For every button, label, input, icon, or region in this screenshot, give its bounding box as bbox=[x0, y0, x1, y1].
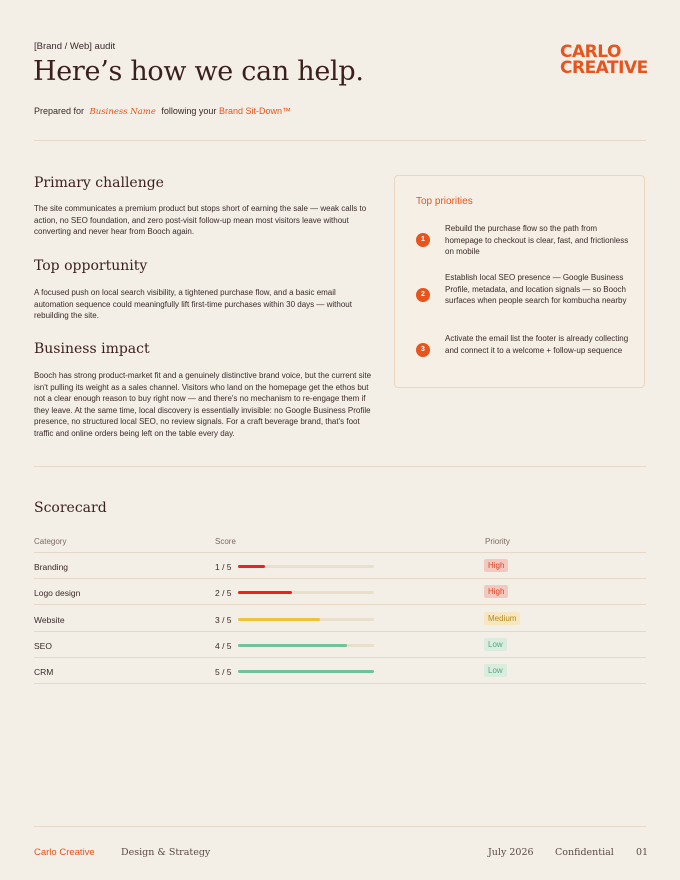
row-category: Branding bbox=[34, 562, 69, 572]
priority-text: Establish local SEO presence — Google Business Profile, metadata, and location signals — so Booch surfaces when people search for kombucha nearby bbox=[445, 273, 627, 305]
impact-body: Booch has strong product-market fit and a genuinely distinctive brand voice, but the current site isn't pulling its weight as a sales channel. Visitors who land on the homepage get the ethos but not a clear enough reason to buy right now — and there's no mechanism to re-engage them if they leave. At the same time, local discovery is essentially invisible: no Google Business Profile presence, no structured local SEO, no review signals. For a craft beverage brand, that's foot traffic and online orders being left on the table every day. bbox=[34, 371, 372, 438]
challenge-heading: Primary challenge bbox=[34, 175, 164, 191]
logo-line-1: CARLO bbox=[560, 42, 621, 62]
score-bar-fill bbox=[238, 565, 265, 568]
sitdown-label: Brand Sit-Down™ bbox=[218, 106, 291, 116]
challenge-body: The site communicates a premium product but stops short of earning the sale — weak calls to action, no SEO foundation, and zero post-visit follow-up mean most visitors leave without converting and never hear from Booch again. bbox=[34, 204, 367, 236]
table-row bbox=[34, 606, 646, 632]
score-bar-fill bbox=[238, 670, 374, 673]
business-name: Business Name bbox=[89, 107, 156, 117]
table-row bbox=[34, 553, 646, 579]
row-category: Website bbox=[34, 614, 65, 625]
priority-text: Activate the email list the footer is already collecting and connect it to a welcome + follow-up sequence bbox=[445, 334, 629, 355]
priority-badge: Low bbox=[484, 638, 507, 651]
footer-brand: Carlo Creative bbox=[34, 847, 95, 858]
row-score: 2 / 5 bbox=[215, 588, 232, 599]
table-row bbox=[34, 658, 646, 684]
column-header-priority: Priority bbox=[485, 537, 510, 546]
score-bar-track bbox=[238, 618, 374, 621]
row-score: 4 / 5 bbox=[215, 640, 232, 651]
scorecard-title: Scorecard bbox=[34, 500, 107, 516]
prepared-prefix: Prepared for bbox=[34, 106, 85, 116]
row-score: 1 / 5 bbox=[215, 562, 232, 572]
row-divider bbox=[34, 683, 646, 684]
priority-badge: Medium bbox=[484, 612, 520, 625]
divider bbox=[34, 466, 646, 467]
prepared-line bbox=[34, 106, 291, 117]
score-bar-track bbox=[238, 670, 374, 673]
prepared-mid: following your bbox=[161, 106, 217, 116]
row-category: Logo design bbox=[34, 588, 81, 599]
column-header-category: Category bbox=[34, 537, 67, 546]
footer-tagline: Design & Strategy bbox=[121, 847, 211, 858]
page-title: Here’s how we can help. bbox=[33, 56, 364, 87]
impact-heading: Business impact bbox=[34, 341, 150, 357]
row-category: SEO bbox=[34, 640, 52, 651]
eyebrow-label: [Brand / Web] audit bbox=[34, 41, 116, 52]
table-row bbox=[34, 579, 646, 605]
table-row bbox=[34, 632, 646, 658]
row-score: 5 / 5 bbox=[215, 667, 232, 678]
score-bar-track bbox=[238, 591, 374, 594]
top-priorities-card bbox=[394, 175, 645, 388]
priority-badge: High bbox=[484, 585, 508, 598]
priorities-title: Top priorities bbox=[416, 196, 473, 207]
score-bar-track bbox=[238, 644, 374, 647]
divider bbox=[34, 140, 646, 141]
footer-confidential: Confidential bbox=[555, 847, 614, 858]
score-bar-fill bbox=[238, 644, 347, 647]
priority-number: 3 bbox=[416, 343, 430, 357]
priority-badge: High bbox=[484, 559, 508, 572]
score-bar-fill bbox=[238, 618, 320, 621]
row-score: 3 / 5 bbox=[215, 614, 232, 625]
priority-badge: Low bbox=[484, 664, 507, 677]
footer-divider bbox=[34, 826, 646, 827]
column-header-score: Score bbox=[215, 537, 236, 546]
row-category: CRM bbox=[34, 667, 54, 678]
score-bar-track bbox=[238, 565, 374, 568]
opportunity-body: A focused push on local search visibility, a tightened purchase flow, and a basic email automation sequence could meaningfully lift first-time purchases within 30 days — without rebuilding the site. bbox=[34, 288, 352, 320]
opportunity-heading: Top opportunity bbox=[34, 258, 148, 274]
priority-text: Rebuild the purchase flow so the path from homepage to checkout is clear, fast, and frictionless on mobile bbox=[445, 224, 629, 256]
logo-line-2: CREATIVE bbox=[560, 58, 648, 78]
priority-number: 1 bbox=[416, 233, 430, 247]
priority-number: 2 bbox=[416, 288, 430, 302]
footer-page-number: 01 bbox=[636, 847, 649, 858]
footer-date: July 2026 bbox=[488, 847, 534, 858]
score-bar-fill bbox=[238, 591, 292, 594]
carlo-creative-logo bbox=[560, 44, 648, 84]
